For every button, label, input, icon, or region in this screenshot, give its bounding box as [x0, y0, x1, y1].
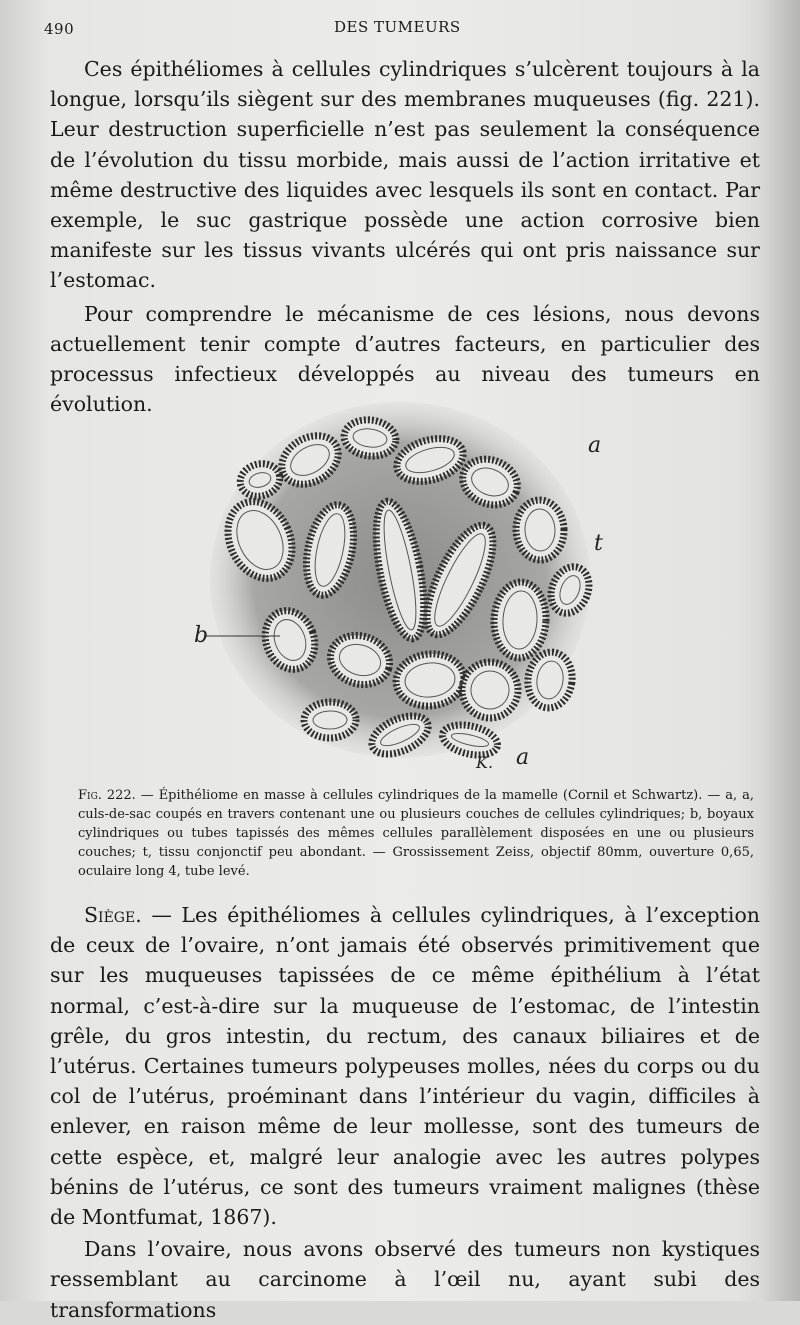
- paragraph-ulceration: Ces épithéliomes à cellules cylindriques s’ulcèrent toujours à la longue, lorsqu’ils siègent sur des membranes muqueuses (fig. 221). Leur destruction superficielle n’est pas seulement la conséquence de l’évolution du tissu morbide, mais aussi de l’action irritative et même destructive des liquides avec lesquels ils sont en contact. Par exemple, le suc gastrique possède une action corrosive bien manifeste sur les tissus vivants ulcérés qui ont pris naissance sur l’estomac.: [50, 57, 760, 293]
- label-a-bottom: a: [516, 745, 530, 770]
- label-b: b: [194, 623, 209, 648]
- page-header: [36, 14, 766, 40]
- bottom-text-block: [50, 900, 760, 1325]
- histology-engraving: [190, 390, 620, 780]
- paragraph-ovaire: Dans l’ovaire, nous avons observé des tumeurs non kystiques ressemblant au carcinome à l’œil nu, ayant subi des transformations: [50, 1237, 760, 1322]
- running-head: DES TUMEURS: [334, 18, 461, 36]
- figure-caption: [78, 786, 754, 881]
- engraver-signature: K.: [476, 753, 494, 772]
- paragraph-siege-text: — Les épithéliomes à cellules cylindriques, à l’exception de ceux de l’ovaire, n’ont jamais été observés primitivement que sur les muqueuses tapissées de ce même épithélium à l’état normal, c’est-à-dire sur la muqueuse de l’estomac, de l’intestin grêle, du gros intestin, du rectum, des canaux biliaires et de l’utérus. Certaines tumeurs polypeuses molles, nées du corps ou du col de l’utérus, proéminant dans l’intérieur du vagin, difficiles à enlever, en raison même de leur mollesse, sont des tumeurs de cette espèce, et, malgré leur analogie avec les autres polypes bénins de l’utérus, ce sont des tumeurs vraiment malignes (thèse de Montfumat, 1867).: [50, 903, 760, 1230]
- figure-caption-text: — Épithéliome en masse à cellules cylindriques de la mamelle (Cornil et Schwartz). — a, a, culs-de-sac coupés en travers contenant une ou plusieurs couches de cellules cylindriques; b, boyaux cylindriques ou tubes tapissés des mêmes cellules parallèlement disposées en une ou plusieurs couches; t, tissu conjonctif peu abondant. — Grossissement Zeiss, objectif 80mm, ouverture 0,65, oculaire long 4, tube levé.: [78, 788, 754, 879]
- paragraph-mechanism: Pour comprendre le mécanisme de ces lésions, nous devons actuellement tenir compte d’autres facteurs, en particulier des processus infectieux développés au niveau des tumeurs en évolution.: [50, 301, 760, 417]
- label-a-top: a: [588, 433, 602, 458]
- page-number: 490: [44, 20, 75, 38]
- figure-222-illustration: [190, 390, 620, 780]
- paragraph-siege: [50, 900, 760, 1232]
- top-text-block: [50, 54, 760, 419]
- section-heading-siege: Siège.: [84, 903, 142, 927]
- label-t: t: [594, 531, 603, 556]
- page-edge-shadow: [760, 0, 800, 1301]
- figure-caption-label: Fig. 222.: [78, 788, 136, 803]
